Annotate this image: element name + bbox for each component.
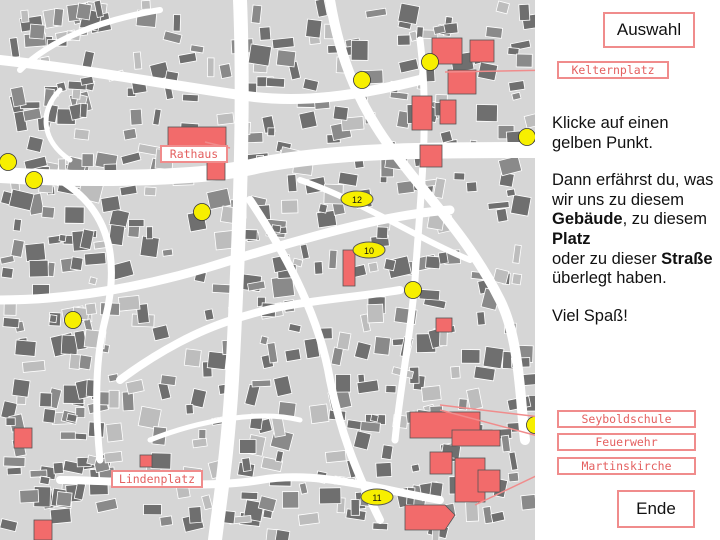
building-block [377,227,388,239]
building-block [374,337,391,356]
building-block [43,409,56,424]
building-block [123,128,137,140]
instruction-text [552,171,717,289]
building-block [248,44,271,66]
building-block [67,414,78,423]
building-block [182,94,198,101]
building-block [483,346,504,368]
yellow-point[interactable] [0,154,17,171]
building-block [271,276,294,298]
building-block [219,63,232,78]
building-block [76,3,91,20]
building-block [501,435,510,452]
building-block [133,52,141,69]
building-block [22,360,45,372]
building-block [69,354,80,369]
building-block [398,35,411,45]
building-block [381,445,393,460]
building-block [6,418,15,426]
building-block [240,440,256,454]
gebaeude-word: Gebäude [552,210,623,229]
building-block [162,249,172,256]
building-block [368,262,378,272]
building-block [29,260,48,277]
point-number-11: 11 [372,493,382,503]
building-block [118,295,140,311]
building-block [474,366,495,381]
building-block [53,8,63,26]
building-block [451,366,461,378]
building-block [27,136,44,152]
building-block [299,111,317,129]
platz-word: Platz [552,229,591,248]
yellow-point[interactable] [194,204,211,221]
building-block [276,50,295,67]
feuerwehr-building [430,452,452,474]
building-block [80,104,87,118]
building-block [486,27,503,39]
auswahl-button[interactable]: Auswahl [603,12,695,48]
building-block [259,27,270,41]
building-block [511,195,532,217]
building-block [476,105,497,122]
building-block [285,349,301,362]
building-block [21,10,29,22]
building-block [477,312,486,326]
building-block [160,516,173,526]
building-block [59,234,66,241]
yellow-point[interactable] [519,129,536,146]
building-block [140,236,159,257]
building-block [199,430,206,439]
building-block [60,432,75,439]
building-block [3,318,19,328]
building-block [461,350,480,364]
building-block [1,267,13,278]
building-block [421,386,441,402]
building-block [438,252,448,264]
kelternplatz-label: Kelternplatz [557,61,669,79]
building-block [12,379,30,397]
building-block [398,3,420,24]
building-block [519,4,530,20]
building-block [506,189,515,197]
yellow-point[interactable] [65,312,82,329]
building-block [151,453,171,469]
building-block [319,488,341,504]
building-block [30,470,47,477]
building-block [411,464,420,472]
seyboldschule-label: Seyboldschule [557,410,696,428]
building-block [496,1,509,14]
building-block [42,207,55,219]
instruction-line: , zu diesem [622,210,707,229]
martinskirche-building [405,505,455,530]
building-block [141,0,150,9]
rathaus-label: Rathaus [160,145,228,163]
building-block [109,390,119,408]
building-block [49,315,57,323]
building-block [101,196,121,213]
building-block [146,227,152,239]
ende-button[interactable]: Ende [617,490,695,528]
building-block [192,438,207,448]
building-block [106,423,123,442]
building-block [4,457,25,467]
point-number-10: 10 [363,246,375,256]
martinskirche-label: Martinskirche [557,457,696,475]
building-block [325,450,346,462]
building-block [509,81,525,92]
building-block [217,113,234,125]
building-block [268,128,275,136]
building-block [371,414,379,422]
building-block [87,455,97,465]
strasse-word: Straße [661,249,713,268]
lindenplatz-label: Lindenplatz [111,470,203,488]
building-block [251,5,262,23]
building-block [272,37,294,48]
building-block [310,404,329,424]
building-block [336,374,351,392]
building-block [333,106,348,120]
building-block [306,19,322,38]
building-block [53,462,64,474]
instruction-line: Viel Spaß! [552,306,628,325]
building-block [282,200,298,213]
building-block [189,507,202,524]
building-block [184,349,201,367]
building-block [516,54,532,67]
building-block [84,252,106,265]
yellow-point[interactable] [354,72,371,89]
building-block [56,492,72,507]
feuerwehr-label: Feuerwehr [557,433,696,451]
building-block [512,274,522,285]
building-block [419,289,440,300]
building-block [7,467,21,475]
building-block [337,332,351,350]
building-block [360,422,380,433]
building-block [89,277,97,285]
building-block [454,173,465,180]
building-block [242,458,251,472]
building-block [20,490,39,503]
building-block [466,182,477,192]
building-block [144,505,162,515]
building-block [298,513,319,526]
building-block [173,15,180,32]
building-block [351,500,359,516]
building-block [30,24,45,39]
building-block [384,259,396,271]
building-block [266,78,285,88]
building-block [40,476,50,485]
building-block [426,256,441,269]
instruction-line: überlegt haben. [552,269,667,288]
building-block [186,404,194,414]
building-block [319,204,328,213]
building-block [65,207,84,224]
building-block [13,219,21,231]
building-block [104,451,122,463]
building-block [376,462,392,477]
building-block [241,492,258,500]
building-block [204,309,214,321]
building-block [508,472,519,481]
yellow-point[interactable] [422,54,439,71]
building-block [130,109,142,125]
building-block [144,187,156,196]
building-block [314,262,323,275]
building-block [274,530,289,540]
building-block [86,303,97,315]
building-block [74,129,89,140]
instruction-line: Dann erfährst du, was wir uns zu diesem [552,171,714,209]
building-block [282,492,298,509]
building-block [15,340,36,357]
instructions [552,114,717,326]
building-block [329,250,337,269]
building-block [40,393,52,407]
yellow-point[interactable] [26,172,43,189]
building-block [287,174,297,191]
building-block [50,508,71,524]
building-block [496,208,508,222]
building-block [317,210,337,228]
yellow-point[interactable] [405,282,422,299]
point-number-12: 12 [351,195,363,205]
building-block [440,131,452,143]
building-block [367,304,383,323]
building-block [386,385,396,393]
building-block [129,219,144,226]
building-block [521,494,535,510]
building-block [260,336,268,345]
building-block [252,380,271,387]
building-block [161,375,177,386]
building-block [351,40,368,60]
instruction-line: oder zu dieser [552,249,657,268]
building-block [25,243,46,262]
building-block [82,154,93,167]
building-block [71,257,84,271]
building-block [207,58,214,77]
building-block [338,172,358,186]
building-block [138,406,161,429]
instruction-line: Klicke auf einen gelben Punkt. [552,114,669,152]
